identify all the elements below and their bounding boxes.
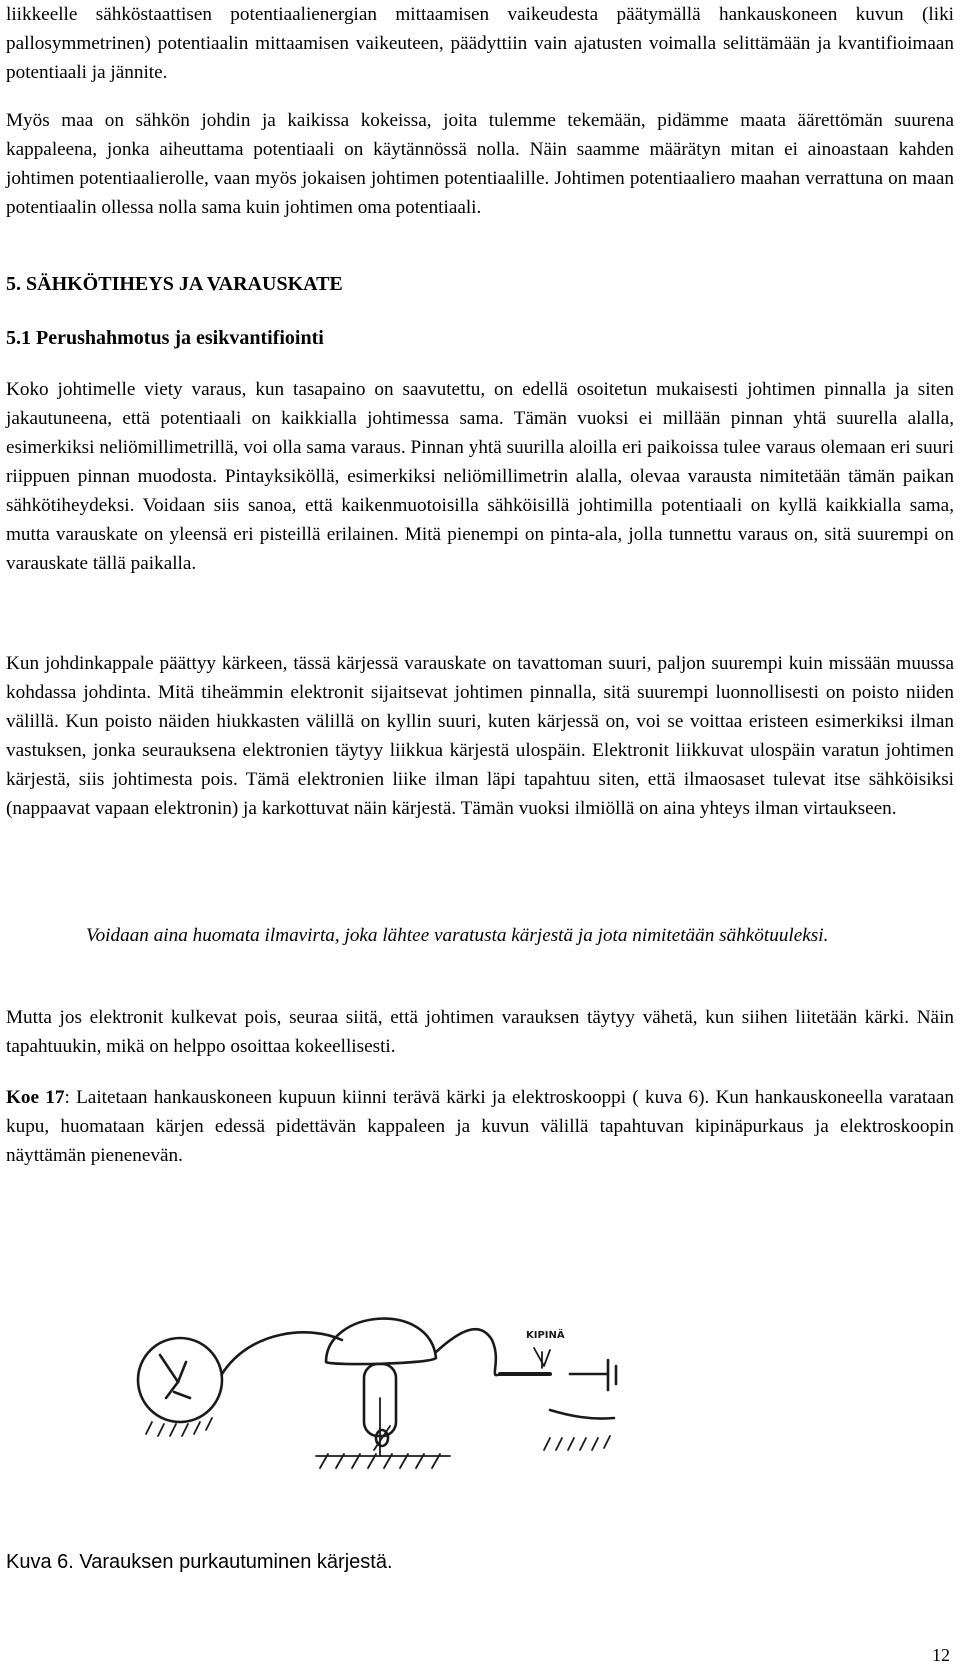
paragraph-charge-decrease: Mutta jos elektronit kulkevat pois, seuraa siitä, että johtimen varauksen täytyy vähetä, kun siihen liitetään kärki. Näin tapahtuukin, mikä on helppo osoittaa kokeellisesti. (6, 1007, 954, 1057)
italic-note: Voidaan aina huomata ilmavirta, joka lähtee varatusta kärjestä ja jota nimitetään sähkötuuleksi. (86, 925, 829, 946)
spark-label: KIPINÄ (526, 1330, 565, 1341)
section-heading: 5. SÄHKÖTIHEYS JA VARAUSKATE (6, 273, 343, 295)
friction-machine-dome-drawing (316, 1319, 450, 1468)
experiment-label: Koe 17 (6, 1087, 65, 1108)
subsection-heading: 5.1 Perushahmotus ja esikvantifiointi (6, 327, 324, 349)
experiment-sketch-figure (130, 1300, 690, 1470)
spark-point-drawing (436, 1327, 616, 1450)
paragraph-point-discharge: Kun johdinkappale päättyy kärkeen, tässä kärjessä varauskate on tavattoman suuri, paljon suurempi kuin missään muussa kohdassa johdinta. Mitä tiheämmin elektronit sijaitsevat johtimen pinnalla, sitä suurempi luonnollisesti on poisto niiden välillä. Kun poisto näiden hiukkasten välillä on kyllin suuri, kuten kärjessä on, voi se voittaa eristeen esimerkiksi ilman vastuksen, jonka seurauksena elektronien täytyy liikkua kärjestä ulospäin. Elektronit liikkuvat ulospäin varatun johtimen kärjestä, siis johtimesta pois. Tämä elektronien liike ilman läpi tapahtuu siten, että ilmaosaset tulevat itse sähköisiksi (nappaavat vapaan elektronin) ja karkottuvat näin kärjestä. Tämän vuoksi ilmiöllä on aina yhteys ilman virtaukseen. (6, 653, 954, 819)
paragraph-experiment (6, 1083, 954, 1170)
page-number: 12 (932, 1645, 950, 1665)
paragraph-intro: liikkeelle sähköstaattisen potentiaalienergian mittaamisen vaikeudesta päätymällä hankauskoneen kuvun (liki pallosymmetrinen) potentiaalin mittaamisen vaikeuteen, päädyttiin vain ajatusten voimalla selittämään ja kvantifioimaan potentiaali ja jännite. (6, 4, 954, 83)
figure-caption: Kuva 6. Varauksen purkautuminen kärjestä. (6, 1551, 393, 1573)
paragraph-ground-potential: Myös maa on sähkön johdin ja kaikissa kokeissa, joita tulemme tekemään, pidämme maata äärettömän suurena kappaleena, jonka aiheuttama potentiaali on käytännössä nolla. Näin saamme määrätyn mitan ei ainoastaan kahden johtimen potentiaalierolle, vaan myös jokaisen johtimen potentiaalille. Johtimen potentiaaliero maahan verrattuna on maan potentiaalin ollessa nolla sama kuin johtimen oma potentiaali. (6, 110, 954, 218)
experiment-text: : Laitetaan hankauskoneen kupuun kiinni terävä kärki ja elektroskooppi ( kuva 6). Kun hankauskoneella varataan kupu, huomataan kärjen edessä pidettävän kappaleen ja kuvun välillä tapahtuvan kipinäpurkaus ja elektroskoopin näyttämän pienenevän. (6, 1087, 954, 1166)
paragraph-charge-density: Koko johtimelle viety varaus, kun tasapaino on saavutettu, on edellä osoitetun mukaisesti johtimen pinnalla ja siten jakautuneena, että potentiaali on kaikkialla johtimessa sama. Tämän vuoksi ei millään pinnan yhtä suurella alalla, esimerkiksi neliömillimetrillä, voi olla sama varaus. Pinnan yhtä suurilla aloilla eri paikoissa tulee varaus olemaan eri suuri riippuen pinnan muodosta. Pintayksiköllä, esimerkiksi neliömillimetrin alalla, olevaa varausta nimitetään tämän paikan sähkötiheydeksi. Voidaan siis sanoa, että kaikenmuotoisilla sähköisillä johtimilla potentiaali on kyllä kaikkialla sama, mutta varauskate on yleensä eri pisteillä erilainen. Mitä pienempi on pinta-ala, jolla tunnettu varaus on, sitä suurempi on varauskate tällä paikalla. (6, 379, 954, 574)
electroscope-drawing (138, 1332, 342, 1436)
